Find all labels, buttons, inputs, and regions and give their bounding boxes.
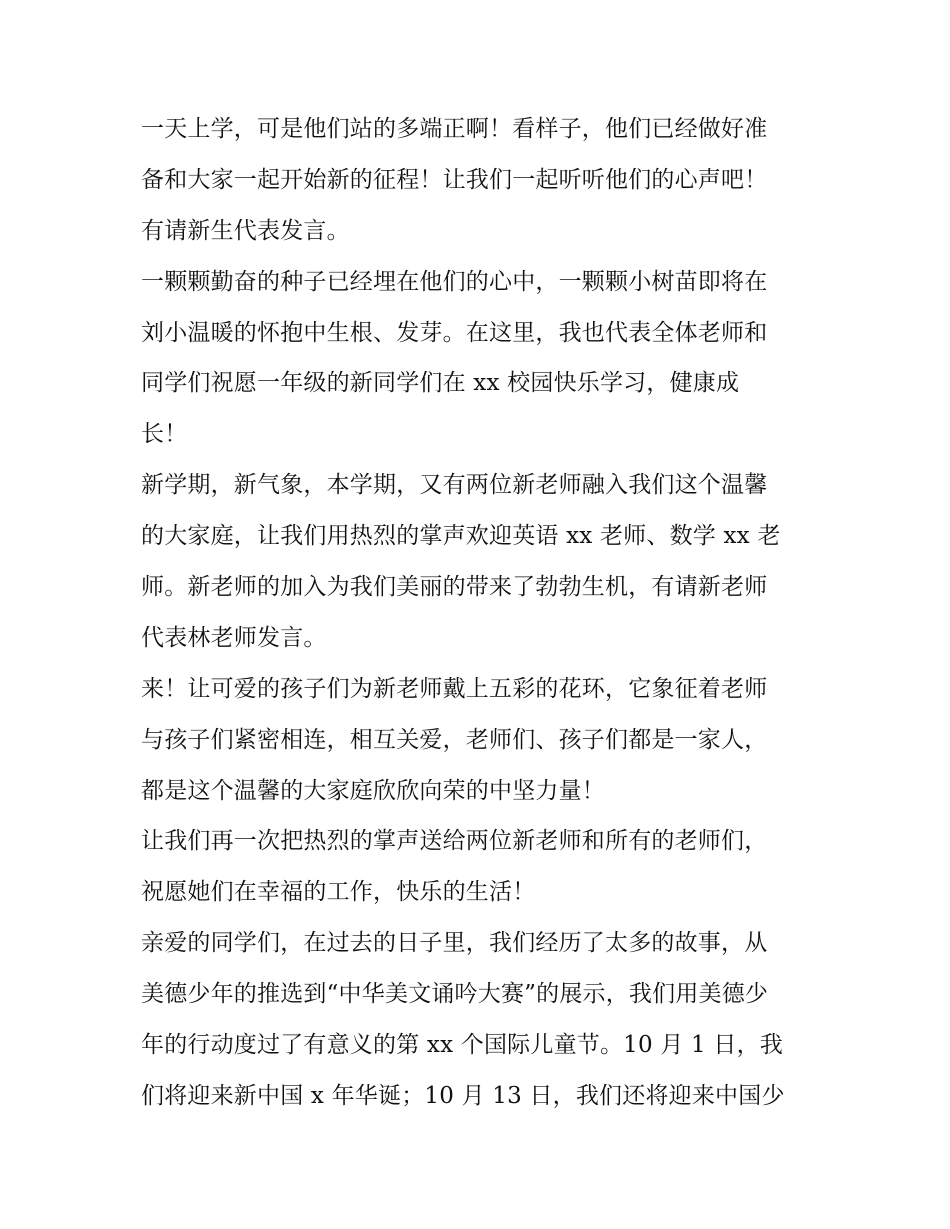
text-line: 同学们祝愿一年级的新同学们在 xx 校园快乐学习，健康成 bbox=[141, 370, 740, 397]
text-line: 美德少年的推选到“中华美文诵吟大赛”的展示，我们用美德少 bbox=[141, 981, 769, 1008]
text-line: 都是这个温馨的大家庭欣欣向荣的中坚力量！ bbox=[141, 777, 605, 804]
speech-text-body bbox=[141, 104, 821, 1122]
text-line: 让我们再一次把热烈的掌声送给两位新老师和所有的老师们， bbox=[141, 828, 768, 855]
text-line: 有请新生代表发言。 bbox=[141, 217, 350, 244]
text-line: 代表林老师发言。 bbox=[141, 624, 327, 651]
text-line: 新学期，新气象，本学期，又有两位新老师融入我们这个温馨 bbox=[141, 472, 768, 499]
text-line: 刘小温暖的怀抱中生根、发芽。在这里，我也代表全体老师和 bbox=[141, 319, 768, 346]
text-line: 一颗颗勤奋的种子已经埋在他们的心中，一颗颗小树苗即将在 bbox=[141, 268, 768, 295]
text-line: 年的行动度过了有意义的第 xx 个国际儿童节。10 月 1 日，我 bbox=[141, 1032, 783, 1059]
text-line: 们将迎来新中国 x 年华诞；10 月 13 日，我们还将迎来中国少 bbox=[141, 1082, 785, 1109]
text-line: 长！ bbox=[141, 421, 188, 448]
text-line: 与孩子们紧密相连，相互关爱，老师们、孩子们都是一家人， bbox=[141, 726, 768, 753]
text-line: 亲爱的同学们，在过去的日子里，我们经历了太多的故事，从 bbox=[141, 930, 768, 957]
text-line: 备和大家一起开始新的征程！让我们一起听听他们的心声吧！ bbox=[141, 166, 768, 193]
text-line: 的大家庭，让我们用热烈的掌声欢迎英语 xx 老师、数学 xx 老 bbox=[141, 523, 781, 550]
text-line: 来！让可爱的孩子们为新老师戴上五彩的花环，它象征着老师 bbox=[141, 675, 768, 702]
text-line: 师。新老师的加入为我们美丽的带来了勃勃生机，有请新老师 bbox=[141, 574, 768, 601]
text-line: 一天上学，可是他们站的多端正啊！看样子，他们已经做好准 bbox=[141, 116, 768, 142]
text-line: 祝愿她们在幸福的工作，快乐的生活！ bbox=[141, 879, 536, 906]
